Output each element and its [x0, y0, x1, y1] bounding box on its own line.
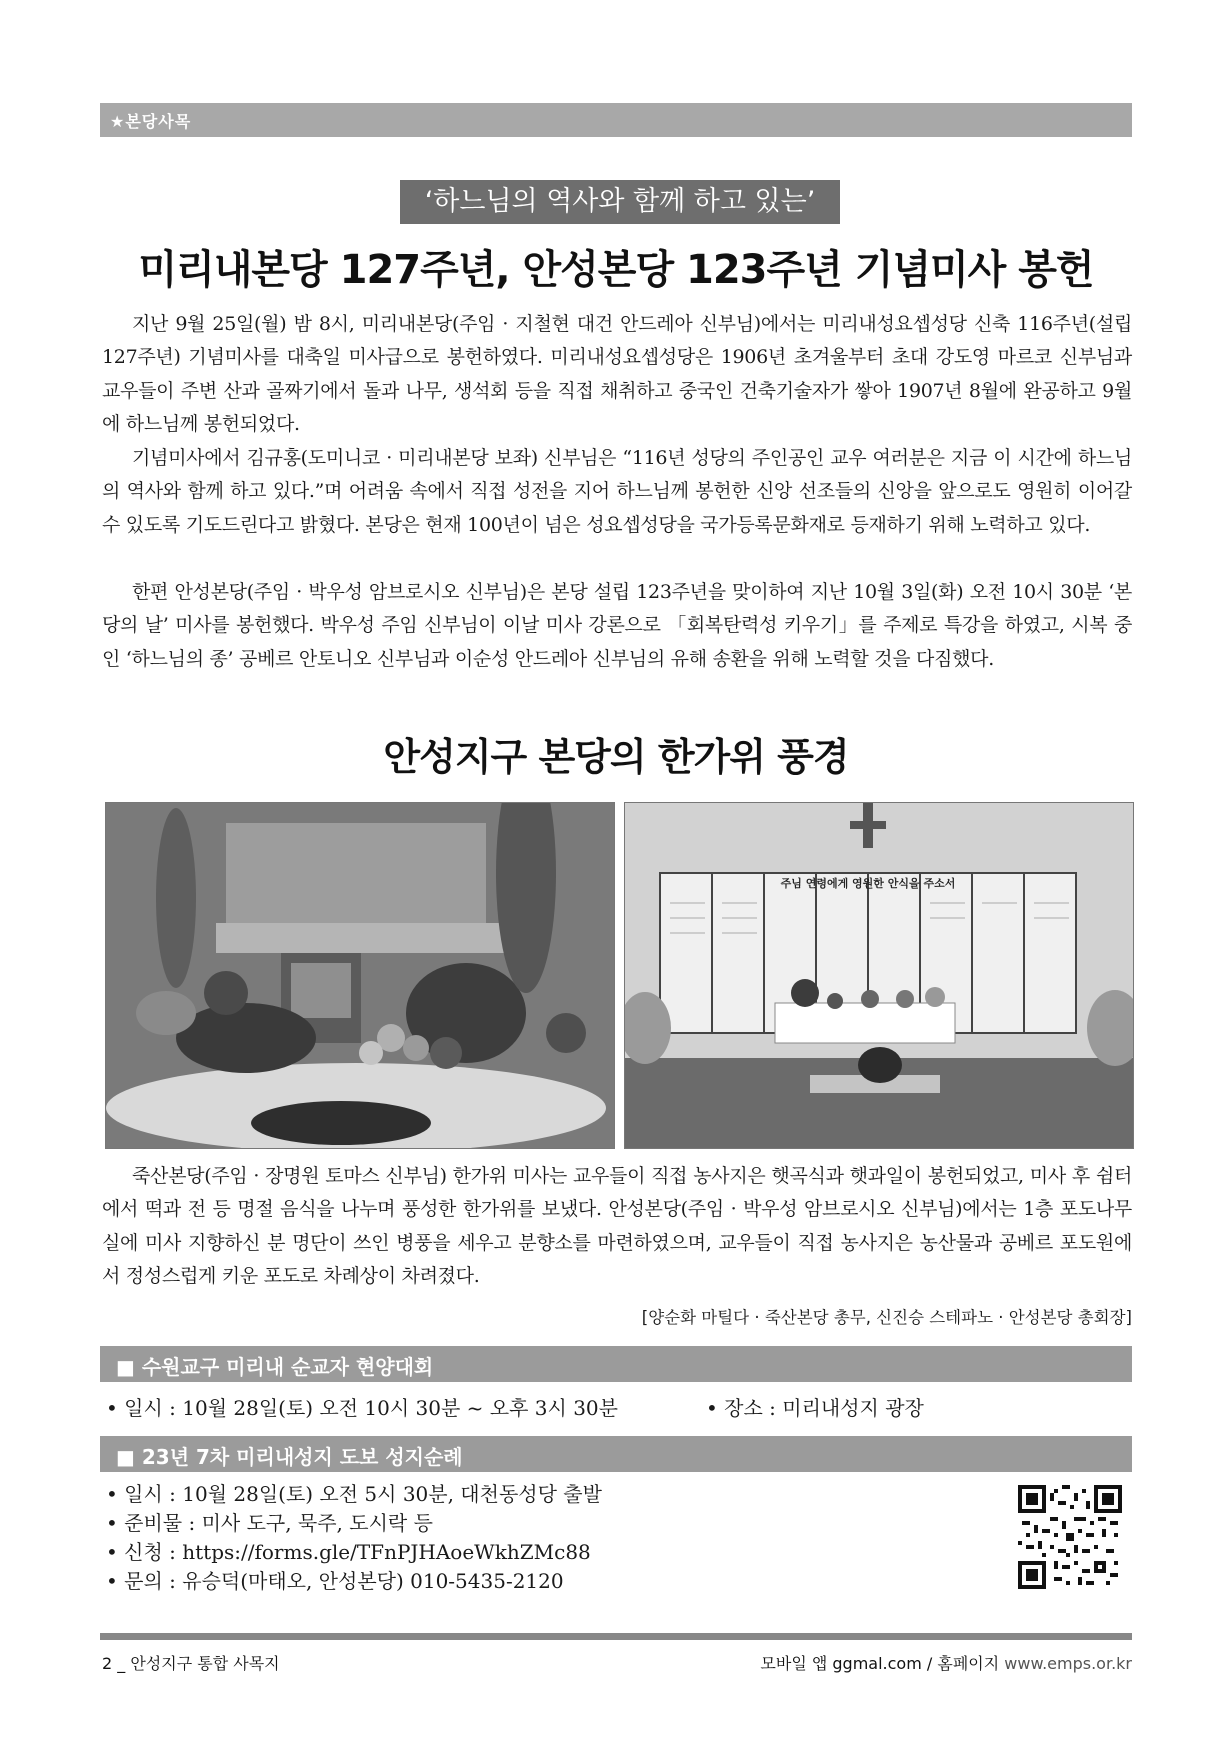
- memorial-screen-banner: 주님 연령에게 영원한 안식을 주소서: [780, 877, 956, 890]
- notice1-title: ■ 수원교구 미리내 순교자 현양대회: [116, 1355, 434, 1379]
- section-label: ★본당사목: [110, 112, 192, 131]
- article2-paragraph: 죽산본당(주임 · 장명원 토마스 신부님) 한가위 미사는 교우들이 직접 농사지은 햇곡식과 햇과일이 봉헌되었고, 미사 후 쉼터에서 떡과 전 등 명절 음식을 나누며 풍성한 한가위를 보냈다. 안성본당(주임 · 박우성 암브로시오 신부님)에서는 1층 포도나무실에 미사 지향하신 분 명단이 쓰인 병풍을 세우고 분향소를 마련하였으며, 교우들이 직접 농사지은 농산물과 공베르 포도원에서 정성스럽게 키운 포도로 차례상이 차려졌다.: [102, 1165, 1132, 1287]
- notice1-place: • 장소 : 미리내성지 광장: [706, 1396, 924, 1420]
- notice2-item-contact: • 문의 : 유승덕(마태오, 안성본당) 010-5435-2120: [106, 1569, 564, 1593]
- footer-links: [760, 1651, 1132, 1674]
- article-paragraph-3: 한편 안성본당(주임 · 박우성 암브로시오 신부님)은 본당 설립 123주년을 맞이하여 지난 10월 3일(화) 오전 10시 30분 ‘본당의 날’ 미사를 봉헌했다. 박우성 주임 신부님이 이날 미사 강론으로 「회복탄력성 키우기」를 주제로 특강을 하였고, 시복 중인 ‘하느님의 종’ 공베르 안토니오 신부님과 이순성 안드레아 신부님의 유해 송환을 위해 노력할 것을 다짐했다.: [102, 581, 1132, 670]
- harvest-altar-photo: [105, 802, 615, 1149]
- memorial-screen-photo: [624, 802, 1134, 1149]
- notice2-title: ■ 23년 7차 미리내성지 도보 성지순례: [116, 1445, 463, 1469]
- article2-title: 안성지구 본당의 한가위 풍경: [383, 735, 849, 779]
- article-title: 미리내본당 127주년, 안성본당 123주년 기념미사 봉헌: [138, 247, 1094, 293]
- qr-code-icon[interactable]: [1018, 1485, 1122, 1589]
- article-paragraph-1: 지난 9월 25일(월) 밤 8시, 미리내본당(주임 · 지철현 대건 안드레아 신부님)에서는 미리내성요셉성당 신축 116주년(설립 127주년) 기념미사를 대축일 미사급으로 봉헌하였다. 미리내성요셉성당은 1906년 초겨울부터 초대 강도영 마르코 신부님과 교우들이 주변 산과 골짜기에서 돌과 나무, 생석회 등을 직접 채취하고 중국인 건축기술자가 쌓아 1907년 8월에 완공하고 9월에 하느님께 봉헌되었다.: [102, 313, 1132, 435]
- section-header-bar: [100, 103, 1132, 137]
- notice1-date: • 일시 : 10월 28일(토) 오전 10시 30분 ~ 오후 3시 30분: [106, 1396, 618, 1420]
- notice2-item-date: • 일시 : 10월 28일(토) 오전 5시 30분, 대천동성당 출발: [106, 1482, 602, 1506]
- article-credit: [양순화 마틸다 · 죽산본당 총무, 신진승 스테파노 · 안성본당 총회장]: [641, 1308, 1132, 1327]
- notice2-item-supplies: • 준비물 : 미사 도구, 묵주, 도시락 등: [106, 1511, 433, 1535]
- notice2-item-apply-link[interactable]: • 신청 : https://forms.gle/TFnPJHAoeWkhZMc88: [106, 1540, 591, 1564]
- homepage-link[interactable]: www.emps.or.kr: [1004, 1654, 1132, 1673]
- notice1-bar: [100, 1346, 1132, 1382]
- article-subtitle: ‘하느님의 역사와 함께 하고 있는’: [400, 180, 840, 224]
- footer-rule: [100, 1633, 1132, 1640]
- notice2-bar: [100, 1436, 1132, 1472]
- article-paragraph-2: 기념미사에서 김규홍(도미니코 · 미리내본당 보좌) 신부님은 “116년 성당의 주인공인 교우 여러분은 지금 이 시간에 하느님의 역사와 함께 하고 있다.”며 어려움 속에서 직접 성전을 지어 하느님께 봉헌한 신앙 선조들의 신앙을 앞으로도 영원히 이어갈 수 있도록 기도드린다고 밝혔다. 본당은 현재 100년이 넘은 성요셉성당을 국가등록문화재로 등재하기 위해 노력하고 있다.: [102, 447, 1132, 536]
- footer-app-info: 모바일 앱 ggmal.com / 홈페이지: [760, 1654, 1005, 1673]
- footer-page-info: 2 _ 안성지구 통합 사목지: [102, 1654, 280, 1673]
